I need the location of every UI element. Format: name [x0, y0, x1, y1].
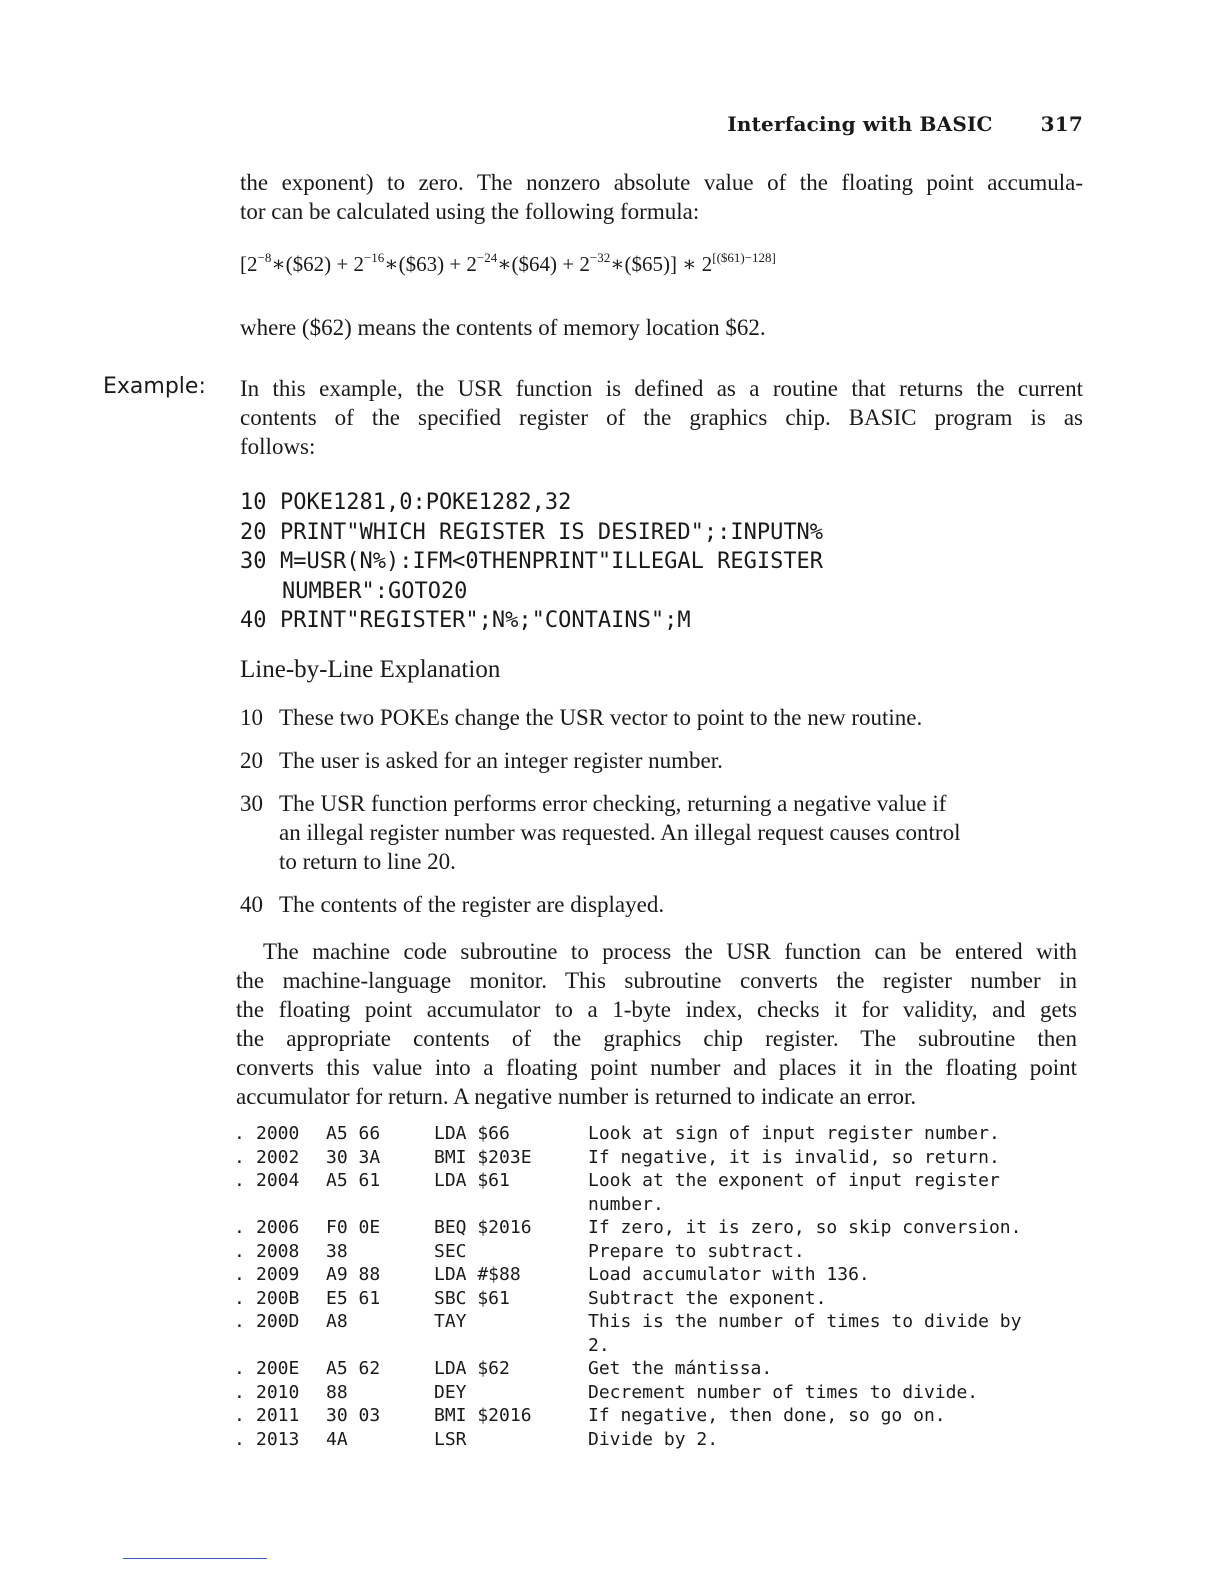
machine-code-paragraph: The machine code subroutine to process the USR function can be entered with the machine-language monitor. This subroutine converts the register number in the floating point accumulator to a 1-byte index, checks it for validity, and gets the appropriate contents of the graphics chip register. The subroutine then converts this value into a floating point number and places it in the floating point accumulator for return. A negative number is returned to indicate an error. [236, 939, 1077, 1109]
assembly-row: number. [588, 1193, 664, 1215]
explanation-item: 10 These two POKEs change the USR vector to point to the new routine. [240, 705, 923, 730]
assembly-row: . 2010 88 DEY Decrement number of times to divide. [234, 1381, 979, 1403]
explanation-heading: Line-by-Line Explanation [240, 656, 501, 683]
assembly-row: 2. [588, 1334, 610, 1356]
assembly-row: . 2013 4A LSR Divide by 2. [234, 1428, 719, 1450]
basic-program-listing [240, 488, 1083, 636]
code-line: NUMBER":GOTO20 [282, 578, 468, 604]
explanation-item: 40 The contents of the register are displayed. [240, 892, 665, 917]
code-line: 20 PRINT"WHICH REGISTER IS DESIRED";:INPUTN% [240, 519, 824, 545]
code-line: 30 M=USR(N%):IFM<0THENPRINT"ILLEGAL REGISTER [240, 549, 824, 574]
assembly-listing [234, 1122, 1094, 1451]
assembly-row: . 200E A5 62 LDA $62 Get the mántissa. [234, 1358, 773, 1379]
example-paragraph: In this example, the USR function is defined as a routine that returns the current contents of the specified register of the graphics chip. BASIC program is as follows: [240, 376, 1083, 459]
assembly-row: . 2009 A9 88 LDA #$88 Load accumulator with 136. [234, 1264, 870, 1285]
assembly-row: . 2000 A5 66 LDA $66 Look at sign of input register number. [234, 1123, 1000, 1144]
footer-divider [123, 1558, 267, 1559]
where-sentence: where ($62) means the contents of memory location $62. [240, 315, 766, 340]
assembly-row: . 2002 30 3A BMI $203E If negative, it is invalid, so return. [234, 1146, 1000, 1168]
assembly-row: . 200D A8 TAY This is the number of times to divide by [234, 1311, 1022, 1332]
assembly-row: . 2004 A5 61 LDA $61 Look at the exponent of input register [234, 1170, 1000, 1191]
formula: [$2^{-8}∗(\$62)$ + $2^{-16}∗(\$63)$ + $2^{-24}∗(\$64)$ + $2^{-32}∗(\$65)$] ∗ 2[($61)−128] [240, 250, 776, 276]
intro-paragraph: the exponent) to zero. The nonzero absolute value of the floating point accumula- tor can be calculated using the following formula: [240, 170, 1083, 224]
explanation-item: 20 The user is asked for an integer register number. [240, 748, 723, 773]
assembly-row: . 200B E5 61 SBC $61 Subtract the exponent. [234, 1287, 827, 1309]
assembly-row: . 2008 38 SEC Prepare to subtract. [234, 1240, 805, 1262]
example-label: Example: [103, 374, 206, 399]
code-line: 10 POKE1281,0:POKE1282,32 [240, 490, 572, 515]
assembly-row: . 2006 F0 0E BEQ $2016 If zero, it is zero, so skip conversion. [234, 1217, 1022, 1238]
code-line: 40 PRINT"REGISTER";N%;"CONTAINS";M [240, 608, 691, 633]
assembly-row: . 2011 30 03 BMI $2016 If negative, then done, so go on. [234, 1405, 946, 1426]
page-header [0, 112, 1083, 136]
running-title: Interfacing with BASIC [727, 112, 993, 136]
page-number: 317 [1040, 112, 1083, 136]
explanation-item: 30 The USR function performs error checking, returning a negative value if an illegal register number was requested. An illegal request causes control to return to line 20. [240, 791, 961, 874]
